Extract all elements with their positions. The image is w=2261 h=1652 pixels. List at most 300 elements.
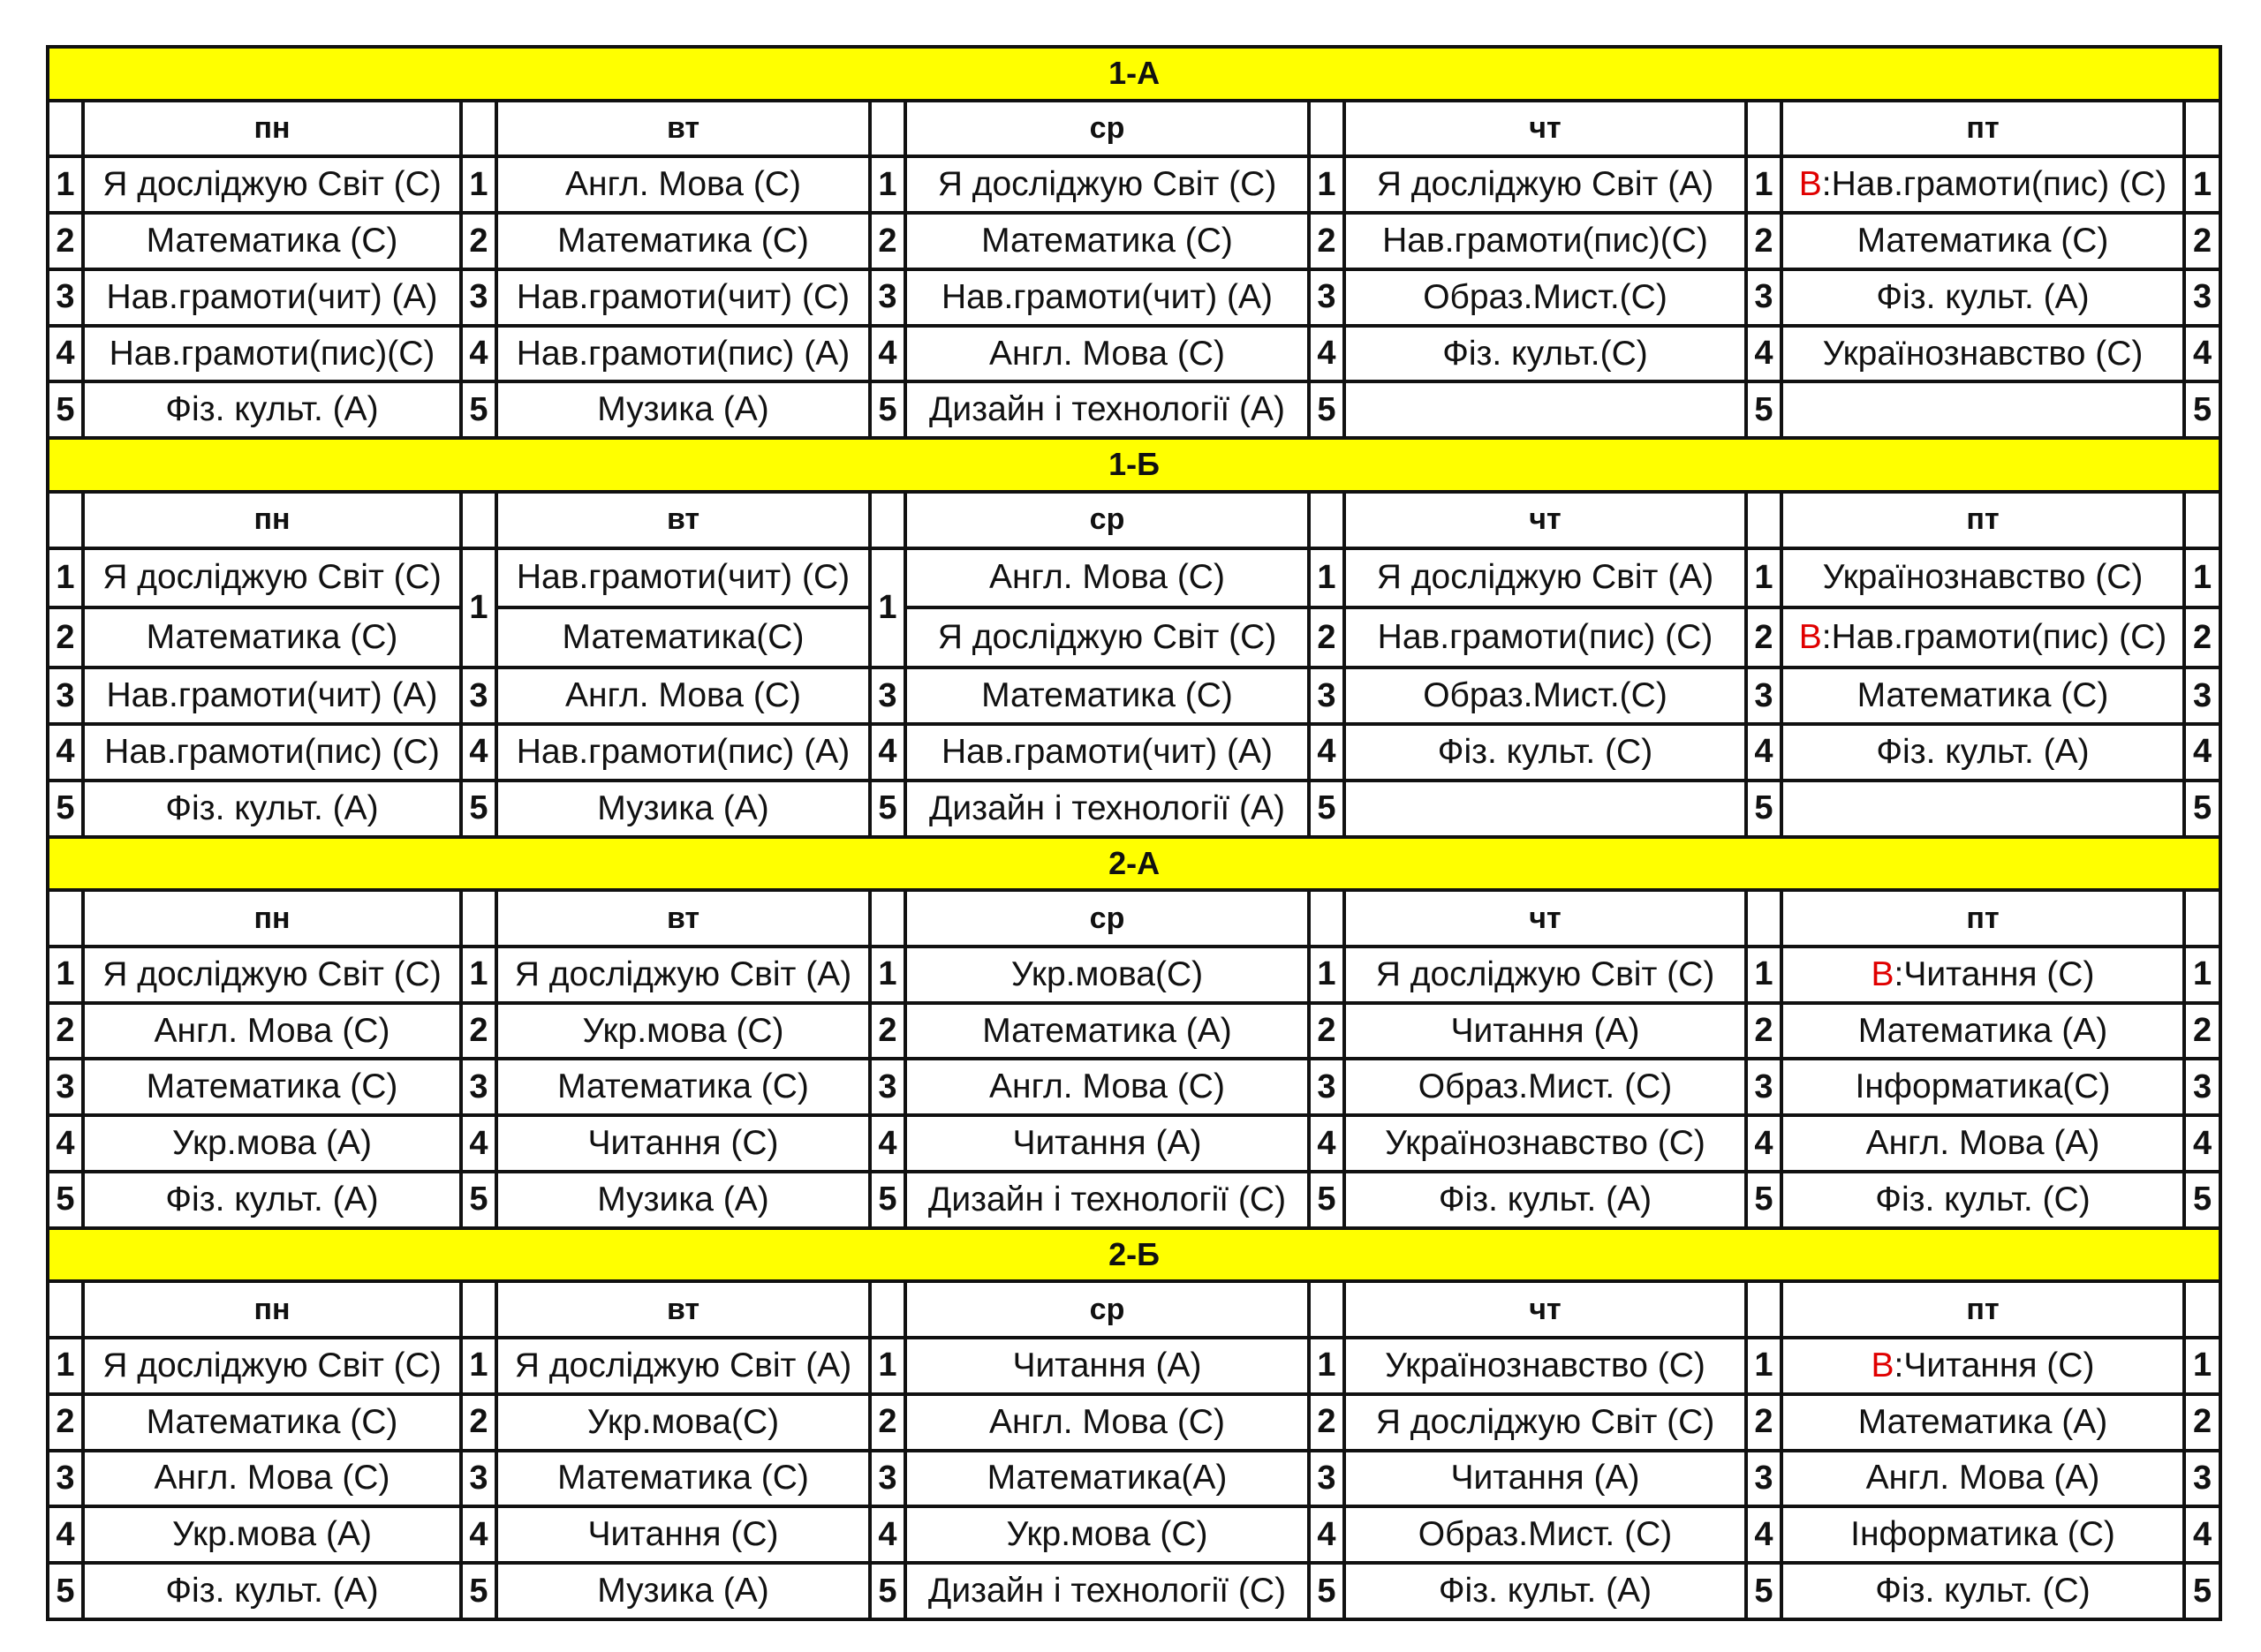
- lesson-number: 2: [2184, 1003, 2220, 1060]
- header-spacer: [48, 101, 83, 157]
- lesson-number: 1: [870, 1338, 905, 1394]
- lesson-number: 4: [870, 326, 905, 382]
- lesson-number: 1: [1309, 548, 1344, 608]
- lesson-number: 1: [2184, 548, 2220, 608]
- lesson-number: 1: [461, 1338, 496, 1394]
- lesson-number: 4: [461, 1506, 496, 1563]
- lesson-cell-friday: Фіз. культ. (С): [1781, 1172, 2184, 1228]
- lesson-row: [48, 607, 2220, 637]
- lesson-cell-wednesday: Англ. Мова (С): [905, 326, 1309, 382]
- lesson-number: 4: [461, 724, 496, 781]
- header-spacer: [2184, 890, 2220, 947]
- header-spacer: [461, 890, 496, 947]
- lesson-row: [48, 1394, 2220, 1451]
- lesson-number: 5: [1309, 781, 1344, 837]
- schedule-table: [46, 45, 2222, 1621]
- lesson-cell-tuesday: Нав.грамоти(чит) (С): [496, 548, 870, 608]
- lesson-cell-wednesday: Дизайн і технології (С): [905, 1563, 1309, 1619]
- lesson-number: 5: [461, 1172, 496, 1228]
- lesson-number: 1: [1746, 947, 1781, 1003]
- lesson-row: [48, 1115, 2220, 1172]
- header-spacer: [461, 492, 496, 548]
- lesson-cell-monday: Англ. Мова (С): [83, 1451, 461, 1507]
- lesson-cell-monday: Нав.грамоти(пис)(С): [83, 326, 461, 382]
- lesson-number: 2: [48, 1394, 83, 1451]
- lesson-number: 5: [1309, 1563, 1344, 1619]
- lesson-cell-monday: Я досліджую Світ (С): [83, 548, 461, 608]
- lesson-number: 5: [2184, 781, 2220, 837]
- lesson-number: 1: [48, 1338, 83, 1394]
- lesson-cell-monday: Фіз. культ. (А): [83, 1563, 461, 1619]
- lesson-cell-thursday: Читання (А): [1344, 1451, 1746, 1507]
- lesson-cell-thursday: Я досліджую Світ (С): [1344, 947, 1746, 1003]
- lesson-prefix: В: [1798, 165, 1822, 204]
- lesson-cell-monday: Укр.мова (А): [83, 1115, 461, 1172]
- lesson-cell-thursday: Фіз. культ. (А): [1344, 1563, 1746, 1619]
- lesson-number: 1: [1746, 156, 1781, 213]
- lesson-cell-thursday: [1344, 381, 1746, 438]
- lesson-cell-thursday: Образ.Мист. (С): [1344, 1059, 1746, 1115]
- lesson-number: 3: [461, 1059, 496, 1115]
- lesson-number: 5: [48, 381, 83, 438]
- lesson-cell-tuesday: Музика (А): [496, 1563, 870, 1619]
- lesson-cell-wednesday: Я досліджую Світ (С): [905, 156, 1309, 213]
- lesson-number: 3: [461, 269, 496, 326]
- lesson-text: :Читання (С): [1894, 1346, 2095, 1384]
- lesson-row: [48, 947, 2220, 1003]
- header-spacer: [1309, 1281, 1344, 1338]
- lesson-text: :Нав.грамоти(пис) (С): [1821, 165, 2167, 204]
- lesson-cell-thursday: Я досліджую Світ (С): [1344, 1394, 1746, 1451]
- lesson-cell-tuesday: Математика(С): [496, 607, 870, 668]
- lesson-cell-monday: Я досліджую Світ (С): [83, 156, 461, 213]
- day-header-monday: пн: [83, 890, 461, 947]
- lesson-row: [48, 781, 2220, 837]
- lesson-number: 1: [870, 548, 905, 668]
- lesson-number: 2: [2184, 1394, 2220, 1451]
- day-header-thursday: чт: [1344, 890, 1746, 947]
- lesson-cell-monday: Нав.грамоти(пис) (С): [83, 724, 461, 781]
- header-spacer: [1746, 101, 1781, 157]
- lesson-number: 2: [48, 1003, 83, 1060]
- lesson-number: 5: [870, 1172, 905, 1228]
- lesson-number: 4: [1746, 1115, 1781, 1172]
- day-header-friday: пт: [1781, 101, 2184, 157]
- lesson-number: 5: [1746, 1172, 1781, 1228]
- lesson-number: 2: [48, 213, 83, 269]
- lesson-cell-thursday: Я досліджую Світ (А): [1344, 548, 1746, 608]
- lesson-row: [48, 1506, 2220, 1563]
- lesson-cell-wednesday: Математика (А): [905, 1003, 1309, 1060]
- lesson-row: [48, 724, 2220, 781]
- lesson-cell-tuesday: Нав.грамоти(пис) (А): [496, 724, 870, 781]
- header-spacer: [870, 890, 905, 947]
- header-spacer: [48, 890, 83, 947]
- lesson-cell-friday: [1781, 947, 2184, 1003]
- lesson-number: 4: [48, 326, 83, 382]
- header-spacer: [1309, 101, 1344, 157]
- lesson-cell-friday: Англ. Мова (А): [1781, 1115, 2184, 1172]
- header-spacer: [461, 1281, 496, 1338]
- lesson-number: 3: [1746, 668, 1781, 724]
- header-spacer: [1746, 1281, 1781, 1338]
- lesson-number: 5: [1746, 1563, 1781, 1619]
- lesson-number: 1: [48, 548, 83, 608]
- lesson-cell-wednesday: Дизайн і технології (А): [905, 381, 1309, 438]
- lesson-cell-thursday: Образ.Мист. (С): [1344, 1506, 1746, 1563]
- lesson-number: 5: [48, 1172, 83, 1228]
- lesson-cell-tuesday: Математика (С): [496, 213, 870, 269]
- lesson-cell-wednesday: Англ. Мова (С): [905, 1394, 1309, 1451]
- day-header-row: [48, 890, 2220, 947]
- lesson-number: 2: [461, 1394, 496, 1451]
- lesson-cell-monday: Фіз. культ. (А): [83, 1172, 461, 1228]
- lesson-number: 1: [1746, 548, 1781, 608]
- lesson-number: 4: [48, 724, 83, 781]
- lesson-number: 5: [1309, 381, 1344, 438]
- lesson-number: 3: [870, 1451, 905, 1507]
- schedule-sheet: [46, 45, 2219, 1621]
- lesson-cell-friday: Математика (А): [1781, 1003, 2184, 1060]
- lesson-number: 3: [2184, 1451, 2220, 1507]
- lesson-prefix: В: [1871, 1346, 1894, 1384]
- lesson-number: 2: [1746, 1394, 1781, 1451]
- lesson-cell-wednesday: Укр.мова(С): [905, 947, 1309, 1003]
- lesson-number: 4: [1309, 1506, 1344, 1563]
- lesson-number: 2: [48, 607, 83, 668]
- lesson-cell-monday: Я досліджую Світ (С): [83, 947, 461, 1003]
- lesson-prefix: В: [1871, 954, 1894, 993]
- lesson-number: 3: [1746, 269, 1781, 326]
- lesson-number: 4: [1746, 724, 1781, 781]
- lesson-number: 2: [870, 1394, 905, 1451]
- lesson-number: 5: [461, 781, 496, 837]
- lesson-number: 2: [1746, 607, 1781, 668]
- lesson-number: 1: [1746, 1338, 1781, 1394]
- class-banner-row: [48, 1228, 2220, 1282]
- lesson-cell-friday: [1781, 781, 2184, 837]
- lesson-cell-monday: Англ. Мова (С): [83, 1003, 461, 1060]
- lesson-number: 5: [461, 1563, 496, 1619]
- lesson-number: 1: [461, 947, 496, 1003]
- lesson-cell-monday: Математика (С): [83, 213, 461, 269]
- lesson-number: 1: [2184, 156, 2220, 213]
- lesson-cell-friday: Фіз. культ. (С): [1781, 1563, 2184, 1619]
- lesson-cell-tuesday: Я досліджую Світ (А): [496, 1338, 870, 1394]
- lesson-number: 3: [1309, 269, 1344, 326]
- lesson-cell-tuesday: Музика (А): [496, 1172, 870, 1228]
- lesson-cell-thursday: Я досліджую Світ (А): [1344, 156, 1746, 213]
- lesson-number: 3: [48, 668, 83, 724]
- lesson-cell-wednesday: Англ. Мова (С): [905, 1059, 1309, 1115]
- lesson-cell-monday: Математика (С): [83, 607, 461, 668]
- lesson-row: [48, 1451, 2220, 1507]
- lesson-row: [48, 381, 2220, 438]
- lesson-cell-tuesday: Музика (А): [496, 781, 870, 837]
- day-header-row: [48, 1281, 2220, 1338]
- lesson-number: 3: [1746, 1059, 1781, 1115]
- lesson-number: 4: [1309, 724, 1344, 781]
- lesson-number: 5: [48, 1563, 83, 1619]
- day-header-monday: пн: [83, 101, 461, 157]
- lesson-cell-friday: Українознавство (С): [1781, 326, 2184, 382]
- lesson-number: 3: [870, 668, 905, 724]
- lesson-number: 4: [870, 1506, 905, 1563]
- lesson-cell-friday: Українознавство (С): [1781, 548, 2184, 608]
- lesson-cell-thursday: Фіз. культ. (А): [1344, 1172, 1746, 1228]
- lesson-number: 1: [1309, 1338, 1344, 1394]
- lesson-row: [48, 269, 2220, 326]
- day-header-thursday: чт: [1344, 492, 1746, 548]
- lesson-number: 2: [1309, 1394, 1344, 1451]
- lesson-number: 4: [870, 1115, 905, 1172]
- lesson-cell-wednesday: Математика (С): [905, 213, 1309, 269]
- lesson-cell-monday: Нав.грамоти(чит) (А): [83, 269, 461, 326]
- header-spacer: [1309, 492, 1344, 548]
- lesson-number: 1: [48, 947, 83, 1003]
- header-spacer: [1309, 890, 1344, 947]
- lesson-number: 3: [461, 1451, 496, 1507]
- lesson-number: 3: [1309, 668, 1344, 724]
- lesson-number: 4: [48, 1506, 83, 1563]
- lesson-number: 2: [461, 213, 496, 269]
- lesson-row: [48, 668, 2220, 724]
- day-header-friday: пт: [1781, 492, 2184, 548]
- lesson-cell-thursday: Образ.Мист.(С): [1344, 668, 1746, 724]
- lesson-number: 5: [2184, 381, 2220, 438]
- lesson-number: 4: [461, 326, 496, 382]
- lesson-number: 1: [870, 156, 905, 213]
- lesson-number: 1: [2184, 1338, 2220, 1394]
- lesson-cell-thursday: [1344, 781, 1746, 837]
- lesson-row: [48, 1059, 2220, 1115]
- lesson-number: 3: [870, 1059, 905, 1115]
- lesson-number: 2: [2184, 213, 2220, 269]
- lesson-cell-monday: Я досліджую Світ (С): [83, 1338, 461, 1394]
- lesson-number: 4: [2184, 326, 2220, 382]
- lesson-cell-tuesday: Укр.мова (С): [496, 1003, 870, 1060]
- lesson-cell-friday: Математика (С): [1781, 668, 2184, 724]
- lesson-number: 5: [1746, 781, 1781, 837]
- lesson-cell-wednesday: Читання (А): [905, 1338, 1309, 1394]
- class-banner-row: [48, 837, 2220, 891]
- class-title: 1-Б: [48, 438, 2220, 492]
- lesson-number: 5: [2184, 1563, 2220, 1619]
- lesson-number: 4: [2184, 1506, 2220, 1563]
- lesson-cell-tuesday: Я досліджую Світ (А): [496, 947, 870, 1003]
- lesson-cell-friday: Математика (А): [1781, 1394, 2184, 1451]
- day-header-thursday: чт: [1344, 1281, 1746, 1338]
- lesson-cell-tuesday: Англ. Мова (С): [496, 156, 870, 213]
- header-spacer: [2184, 492, 2220, 548]
- lesson-row: [48, 1003, 2220, 1060]
- lesson-cell-friday: Фіз. культ. (А): [1781, 724, 2184, 781]
- lesson-number: 2: [2184, 607, 2220, 668]
- lesson-cell-friday: Математика (С): [1781, 213, 2184, 269]
- day-header-tuesday: вт: [496, 492, 870, 548]
- day-header-friday: пт: [1781, 890, 2184, 947]
- day-header-monday: пн: [83, 492, 461, 548]
- class-title: 2-А: [48, 837, 2220, 891]
- lesson-cell-friday: [1781, 381, 2184, 438]
- lesson-number: 4: [870, 724, 905, 781]
- lesson-cell-friday: Інформатика(С): [1781, 1059, 2184, 1115]
- lesson-cell-friday: Інформатика (С): [1781, 1506, 2184, 1563]
- lesson-number: 5: [870, 781, 905, 837]
- lesson-cell-friday: [1781, 607, 2184, 668]
- lesson-number: 5: [1746, 381, 1781, 438]
- lesson-cell-monday: Нав.грамоти(чит) (А): [83, 668, 461, 724]
- lesson-cell-monday: Фіз. культ. (А): [83, 781, 461, 837]
- day-header-tuesday: вт: [496, 890, 870, 947]
- lesson-number: 3: [48, 1059, 83, 1115]
- lesson-number: 3: [1746, 1451, 1781, 1507]
- lesson-number: 1: [461, 548, 496, 668]
- day-header-thursday: чт: [1344, 101, 1746, 157]
- class-title: 1-А: [48, 47, 2220, 101]
- lesson-cell-thursday: Українознавство (С): [1344, 1338, 1746, 1394]
- lesson-number: 2: [1309, 607, 1344, 668]
- lesson-number: 4: [1746, 326, 1781, 382]
- day-header-row: [48, 101, 2220, 157]
- lesson-cell-wednesday: Дизайн і технології (А): [905, 781, 1309, 837]
- lesson-cell-tuesday: Нав.грамоти(чит) (С): [496, 269, 870, 326]
- lesson-cell-thursday: Нав.грамоти(пис) (С): [1344, 607, 1746, 668]
- lesson-cell-thursday: Нав.грамоти(пис)(С): [1344, 213, 1746, 269]
- lesson-number: 3: [48, 269, 83, 326]
- header-spacer: [870, 1281, 905, 1338]
- lesson-cell-monday: Фіз. культ. (А): [83, 381, 461, 438]
- lesson-cell-tuesday: Читання (С): [496, 1115, 870, 1172]
- lesson-cell-wednesday: Читання (А): [905, 1115, 1309, 1172]
- lesson-cell-thursday: Фіз. культ.(С): [1344, 326, 1746, 382]
- lesson-number: 3: [2184, 1059, 2220, 1115]
- day-header-wednesday: ср: [905, 1281, 1309, 1338]
- class-banner-row: [48, 438, 2220, 492]
- lesson-number: 1: [1309, 156, 1344, 213]
- lesson-number: 3: [461, 668, 496, 724]
- lesson-number: 2: [870, 213, 905, 269]
- lesson-number: 5: [461, 381, 496, 438]
- lesson-number: 5: [1309, 1172, 1344, 1228]
- lesson-cell-wednesday: Укр.мова (С): [905, 1506, 1309, 1563]
- lesson-row: [48, 156, 2220, 213]
- lesson-cell-friday: [1781, 1338, 2184, 1394]
- lesson-cell-thursday: Читання (А): [1344, 1003, 1746, 1060]
- header-spacer: [461, 101, 496, 157]
- lesson-number: 4: [1309, 1115, 1344, 1172]
- lesson-row: [48, 326, 2220, 382]
- lesson-cell-wednesday: Дизайн і технології (С): [905, 1172, 1309, 1228]
- lesson-number: 4: [2184, 1115, 2220, 1172]
- lesson-prefix: В: [1798, 618, 1822, 657]
- lesson-number: 3: [2184, 668, 2220, 724]
- lesson-cell-thursday: Українознавство (С): [1344, 1115, 1746, 1172]
- lesson-text: :Читання (С): [1894, 954, 2095, 993]
- lesson-row: [48, 1338, 2220, 1394]
- lesson-cell-monday: Математика (С): [83, 1059, 461, 1115]
- lesson-number: 2: [1309, 213, 1344, 269]
- lesson-cell-friday: Англ. Мова (А): [1781, 1451, 2184, 1507]
- lesson-number: 2: [870, 1003, 905, 1060]
- lesson-cell-tuesday: Англ. Мова (С): [496, 668, 870, 724]
- lesson-number: 3: [1309, 1059, 1344, 1115]
- lesson-number: 1: [461, 156, 496, 213]
- lesson-number: 1: [2184, 947, 2220, 1003]
- class-title: 2-Б: [48, 1228, 2220, 1282]
- lesson-number: 1: [1309, 947, 1344, 1003]
- day-header-friday: пт: [1781, 1281, 2184, 1338]
- lesson-number: 3: [1309, 1451, 1344, 1507]
- lesson-cell-friday: Фіз. культ. (А): [1781, 269, 2184, 326]
- lesson-number: 5: [870, 1563, 905, 1619]
- lesson-cell-tuesday: Музика (А): [496, 381, 870, 438]
- header-spacer: [1746, 890, 1781, 947]
- day-header-wednesday: ср: [905, 101, 1309, 157]
- lesson-number: 2: [1746, 213, 1781, 269]
- lesson-number: 4: [48, 1115, 83, 1172]
- lesson-cell-thursday: Фіз. культ. (С): [1344, 724, 1746, 781]
- lesson-number: 5: [2184, 1172, 2220, 1228]
- lesson-cell-tuesday: Укр.мова(С): [496, 1394, 870, 1451]
- lesson-text: :Нав.грамоти(пис) (С): [1821, 618, 2167, 657]
- day-header-wednesday: ср: [905, 890, 1309, 947]
- class-banner-row: [48, 47, 2220, 101]
- lesson-number: 3: [48, 1451, 83, 1507]
- header-spacer: [870, 492, 905, 548]
- header-spacer: [1746, 492, 1781, 548]
- lesson-cell-wednesday: Математика (С): [905, 668, 1309, 724]
- lesson-number: 4: [461, 1115, 496, 1172]
- lesson-cell-thursday: Образ.Мист.(С): [1344, 269, 1746, 326]
- lesson-number: 1: [48, 156, 83, 213]
- lesson-cell-tuesday: Математика (С): [496, 1059, 870, 1115]
- day-header-tuesday: вт: [496, 1281, 870, 1338]
- header-spacer: [2184, 101, 2220, 157]
- lesson-number: 4: [2184, 724, 2220, 781]
- lesson-number: 3: [2184, 269, 2220, 326]
- header-spacer: [48, 1281, 83, 1338]
- lesson-row: [48, 213, 2220, 269]
- lesson-row: [48, 1172, 2220, 1228]
- header-spacer: [48, 492, 83, 548]
- lesson-number: 3: [870, 269, 905, 326]
- lesson-cell-wednesday: Я досліджую Світ (С): [905, 607, 1309, 668]
- lesson-number: 5: [48, 781, 83, 837]
- lesson-cell-wednesday: Математика(А): [905, 1451, 1309, 1507]
- lesson-number: 4: [1746, 1506, 1781, 1563]
- lesson-cell-tuesday: Читання (С): [496, 1506, 870, 1563]
- header-spacer: [2184, 1281, 2220, 1338]
- header-spacer: [870, 101, 905, 157]
- lesson-cell-wednesday: Нав.грамоти(чит) (А): [905, 269, 1309, 326]
- lesson-cell-friday: [1781, 156, 2184, 213]
- lesson-cell-tuesday: Математика (С): [496, 1451, 870, 1507]
- lesson-cell-wednesday: Нав.грамоти(чит) (А): [905, 724, 1309, 781]
- day-header-row: [48, 492, 2220, 548]
- day-header-monday: пн: [83, 1281, 461, 1338]
- lesson-number: 4: [1309, 326, 1344, 382]
- lesson-number: 5: [870, 381, 905, 438]
- lesson-cell-monday: Математика (С): [83, 1394, 461, 1451]
- day-header-wednesday: ср: [905, 492, 1309, 548]
- lesson-cell-wednesday: Англ. Мова (С): [905, 548, 1309, 608]
- lesson-number: 1: [870, 947, 905, 1003]
- day-header-tuesday: вт: [496, 101, 870, 157]
- lesson-cell-tuesday: Нав.грамоти(пис) (А): [496, 326, 870, 382]
- lesson-row: [48, 1563, 2220, 1619]
- lesson-number: 2: [461, 1003, 496, 1060]
